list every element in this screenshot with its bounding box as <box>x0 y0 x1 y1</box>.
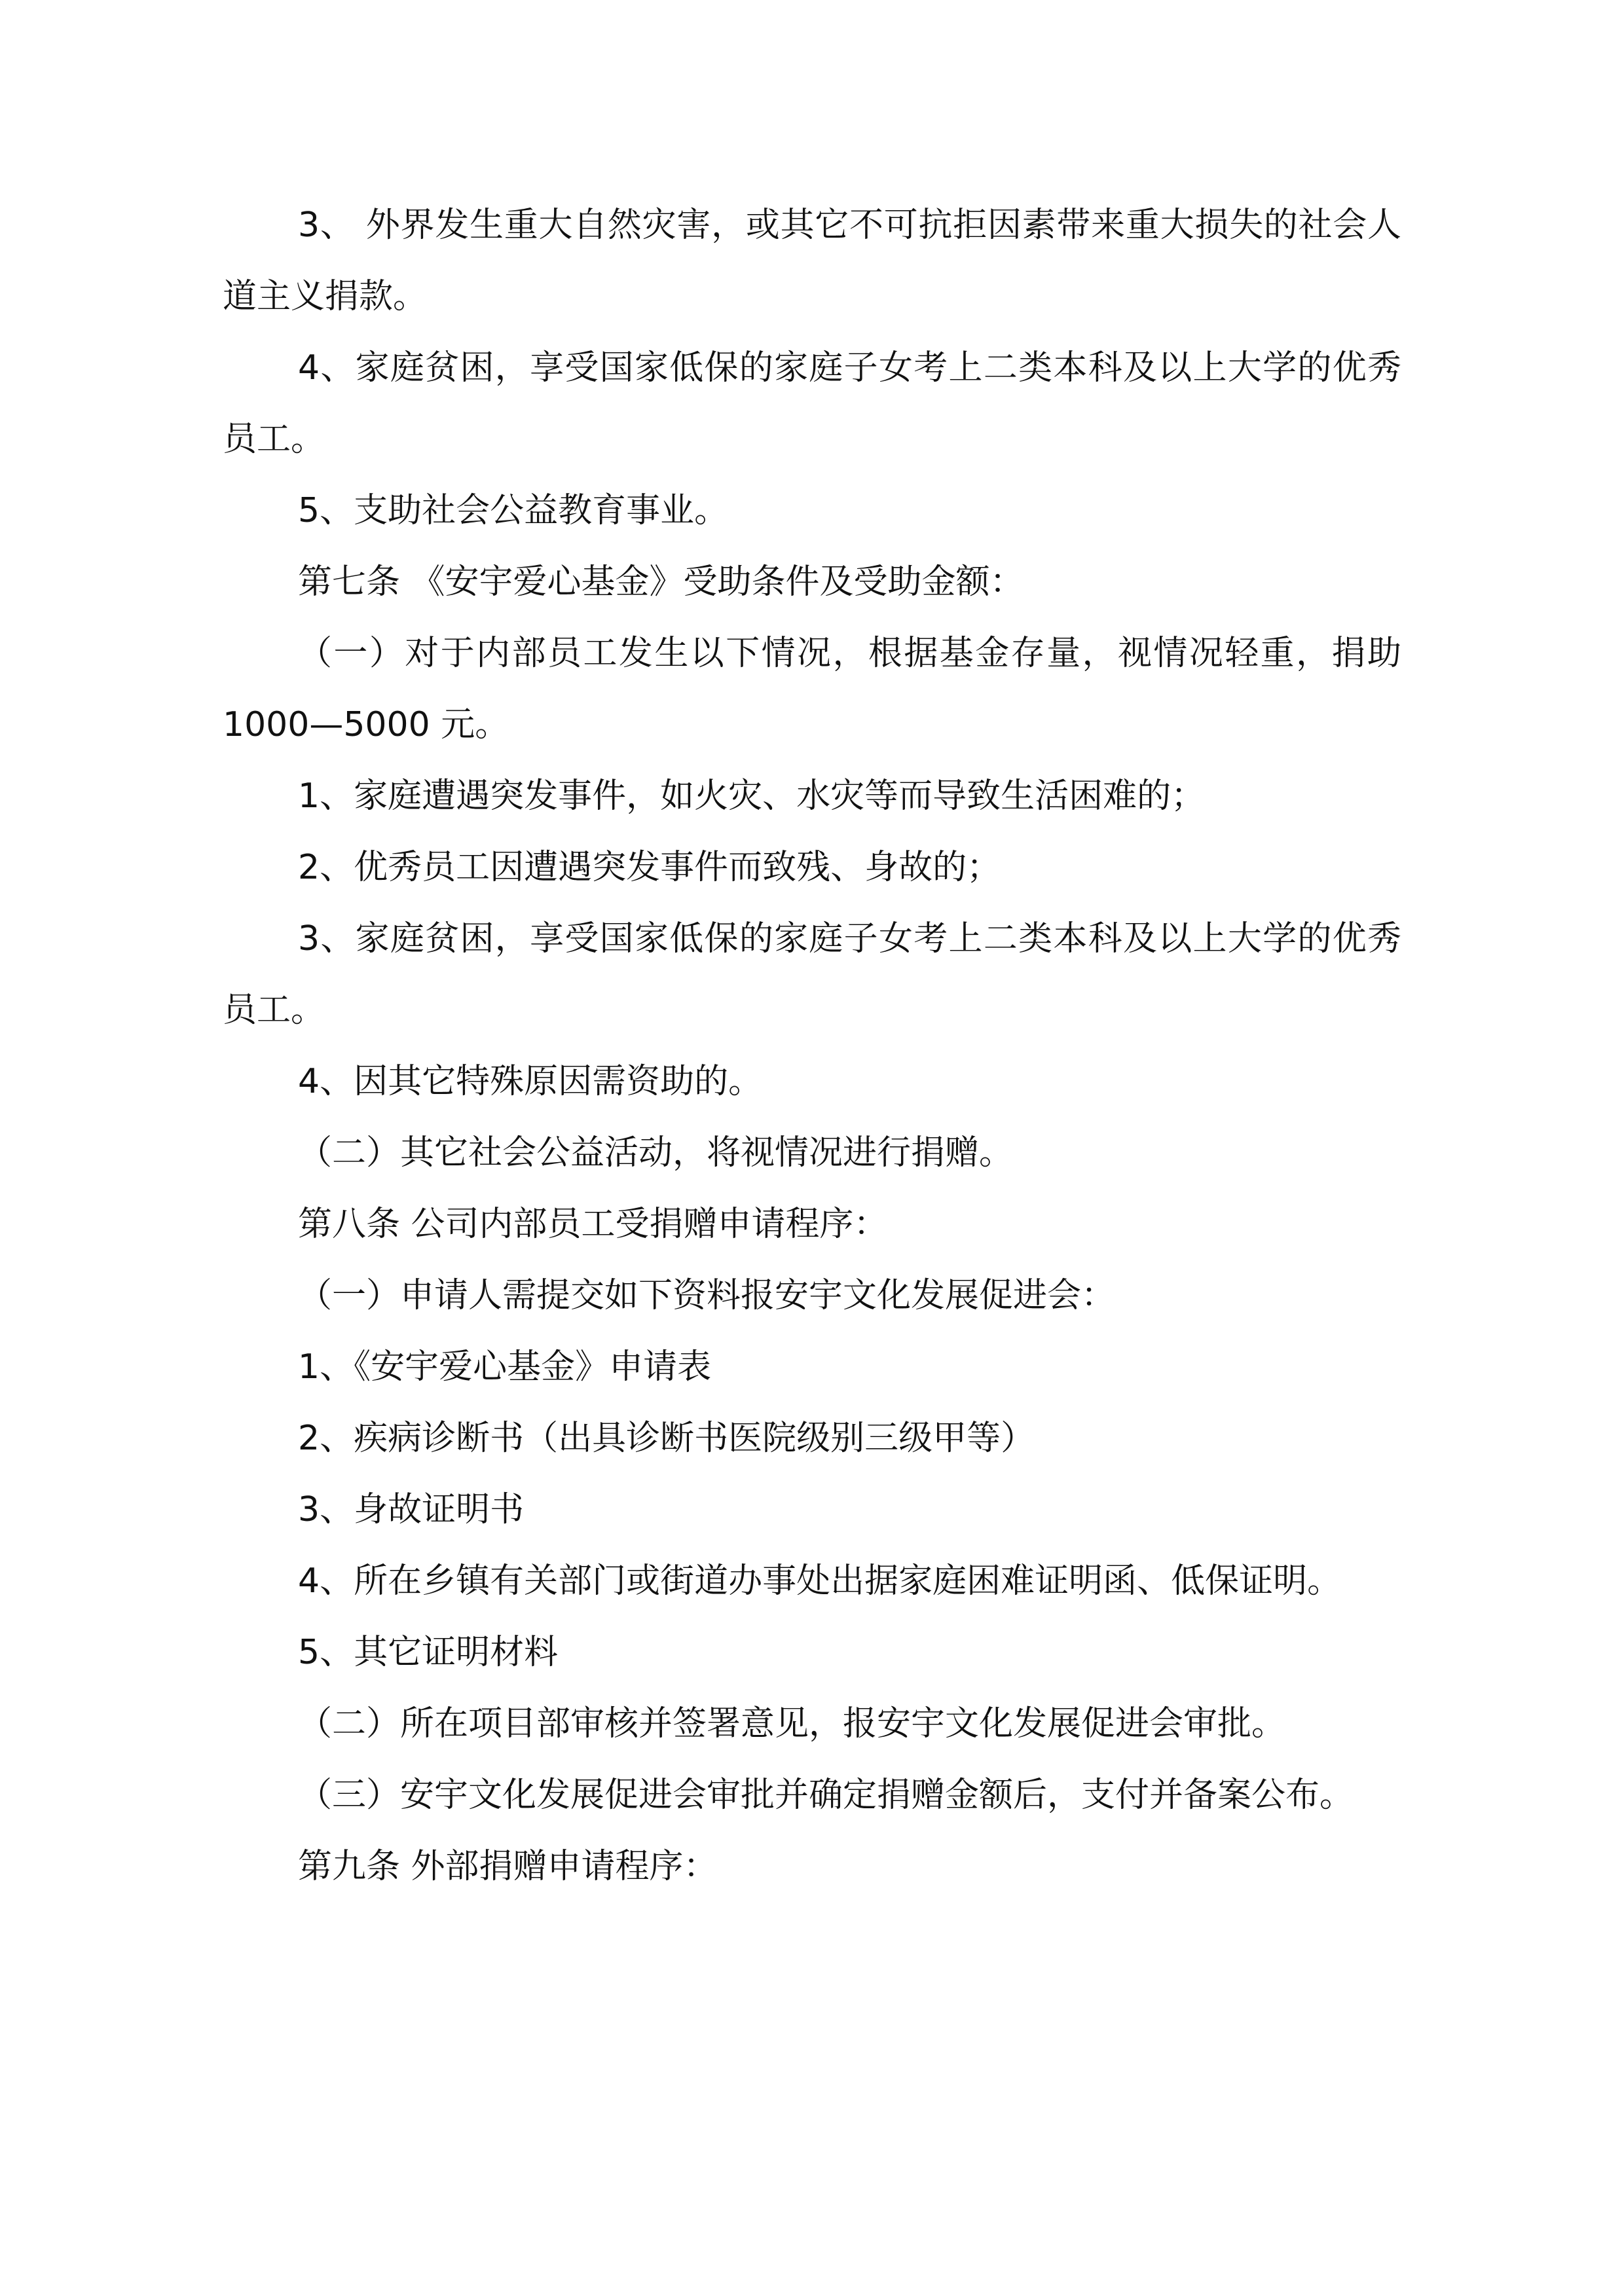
paragraph-internal-aid-item-4: 4、因其它特殊原因需资助的。 <box>298 1062 763 1101</box>
paragraph-material-item-4: 4、所在乡镇有关部门或街道办事处出据家庭困难证明函、低保证明。 <box>298 1561 1342 1601</box>
paragraph-material-item-3: 3、身故证明书 <box>298 1490 525 1529</box>
paragraph-material-item-2: 2、疾病诊断书（出具诊断书医院级别三级甲等） <box>298 1419 1035 1458</box>
paragraph-internal-aid-item-3: 3、家庭贫困，享受国家低保的家庭子女考上二类本科及以上大学的优秀员工。 <box>223 919 1401 1030</box>
paragraph-approval-step: （三）安宇文化发展促进会审批并确定捐赠金额后，支付并备案公布。 <box>298 1776 1354 1815</box>
paragraph-application-materials: （一）申请人需提交如下资料报安宇文化发展促进会： <box>298 1276 1116 1315</box>
paragraph-material-item-5: 5、其它证明材料 <box>298 1633 559 1672</box>
paragraph-donation-education: 5、支助社会公益教育事业。 <box>298 491 729 530</box>
paragraph-donation-disaster: 3、 外界发生重大自然灾害，或其它不可抗拒因素带来重大损失的社会人道主义捐款。 <box>223 206 1401 316</box>
paragraph-material-item-1: 1、《安宇爱心基金》申请表 <box>298 1347 712 1387</box>
paragraph-donation-poor-family: 4、家庭贫困，享受国家低保的家庭子女考上二类本科及以上大学的优秀员工。 <box>223 348 1401 459</box>
paragraph-review-step: （二）所在项目部审核并签署意见，报安宇文化发展促进会审批。 <box>298 1704 1286 1743</box>
paragraph-internal-aid-item-1: 1、家庭遭遇突发事件，如火灾、水灾等而导致生活困难的； <box>298 776 1206 816</box>
paragraph-internal-aid-item-2: 2、优秀员工因遭遇突发事件而致残、身故的； <box>298 848 1001 887</box>
paragraph-public-welfare: （二）其它社会公益活动，将视情况进行捐赠。 <box>298 1133 1014 1173</box>
article-7-heading: 第七条 《安宇爱心基金》受助条件及受助金额： <box>298 562 1024 602</box>
document-body <box>223 190 1401 1903</box>
article-9-heading: 第九条 外部捐赠申请程序： <box>298 1847 718 1886</box>
paragraph-internal-aid-amount: （一）对于内部员工发生以下情况，根据基金存量，视情况轻重，捐助 1000—5000 元。 <box>223 634 1401 744</box>
article-8-heading: 第八条 公司内部员工受捐赠申请程序： <box>298 1205 888 1244</box>
